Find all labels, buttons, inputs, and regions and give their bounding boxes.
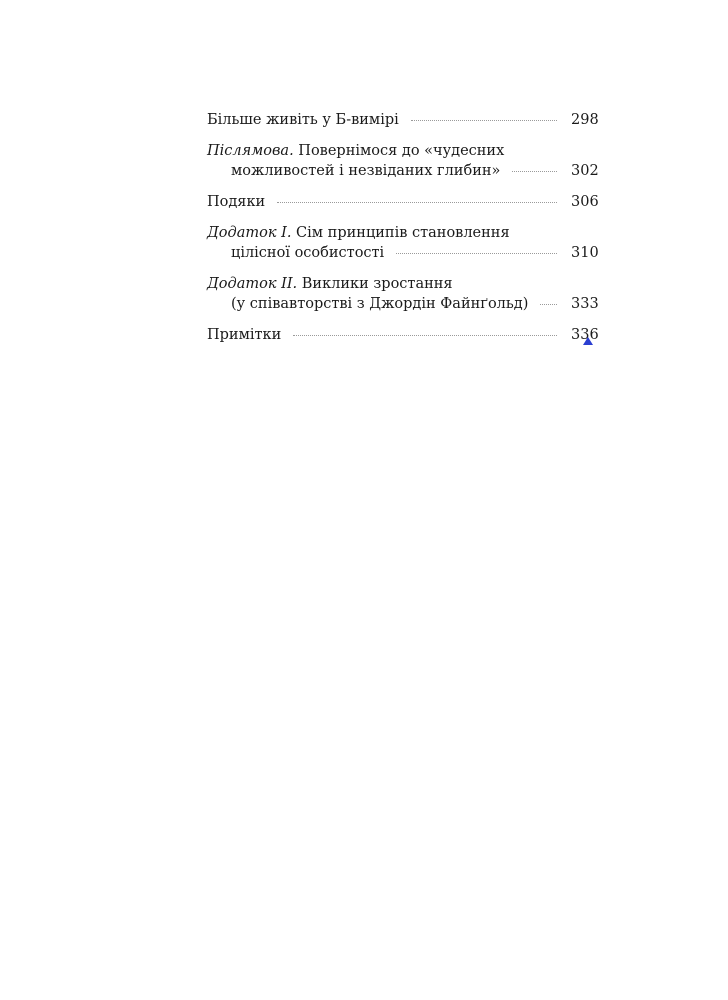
toc-entry-text: Повернімося до «чудесних — [293, 143, 505, 159]
toc-entry-title — [231, 294, 528, 314]
toc-entry-text: Сім принципів становлення — [291, 225, 510, 241]
toc-entry-line — [207, 294, 597, 314]
toc-entry-line — [207, 223, 597, 243]
toc-entry-text: цілісної особистості — [231, 245, 385, 261]
dot-leader — [540, 304, 557, 305]
table-of-contents — [207, 110, 597, 356]
toc-entry-title — [207, 274, 453, 294]
toc-entry[interactable] — [207, 141, 597, 181]
toc-entry-line — [207, 192, 597, 212]
mouse-cursor-icon — [583, 337, 593, 345]
toc-entry-line — [207, 243, 597, 263]
toc-entry-title — [231, 161, 500, 181]
toc-entry[interactable] — [207, 192, 597, 212]
toc-entry-title — [207, 325, 281, 345]
toc-entry-title — [207, 192, 265, 212]
toc-entry-text: Примітки — [207, 327, 282, 343]
toc-entry-line — [207, 274, 597, 294]
toc-entry-label: Післямова. — [207, 143, 294, 159]
toc-entry[interactable] — [207, 325, 597, 345]
toc-entry-text: Виклики зростання — [297, 276, 453, 292]
toc-entry[interactable] — [207, 110, 597, 130]
dot-leader — [411, 120, 557, 121]
dot-leader — [396, 253, 557, 254]
toc-page-number: 298 — [571, 112, 599, 128]
toc-entry[interactable] — [207, 223, 597, 263]
toc-entry-title — [207, 223, 510, 243]
toc-entry-title — [231, 243, 384, 263]
toc-entry-title — [207, 141, 504, 161]
dot-leader — [277, 202, 557, 203]
toc-entry[interactable] — [207, 274, 597, 314]
toc-entry-text: Більше живіть у Б-вимірі — [207, 112, 399, 128]
toc-entry-label: Додаток І. — [207, 225, 292, 241]
toc-entry-title — [207, 110, 399, 130]
toc-page-number: 310 — [571, 245, 599, 261]
toc-page-number: 333 — [571, 296, 599, 312]
dot-leader — [512, 171, 557, 172]
toc-page-number: 306 — [571, 194, 599, 210]
toc-entry-line — [207, 110, 597, 130]
toc-entry-text: можливостей і незвіданих глибин» — [231, 163, 501, 179]
toc-entry-line — [207, 325, 597, 345]
toc-entry-label: Додаток ІІ. — [207, 276, 298, 292]
toc-entry-line — [207, 161, 597, 181]
toc-entry-text: Подяки — [207, 194, 266, 210]
toc-entry-line — [207, 141, 597, 161]
toc-entry-text: (у співавторстві з Джордін Файнґольд) — [231, 296, 529, 312]
dot-leader — [293, 335, 557, 336]
toc-page-number: 302 — [571, 163, 599, 179]
toc-page-number: 336 — [571, 327, 599, 343]
